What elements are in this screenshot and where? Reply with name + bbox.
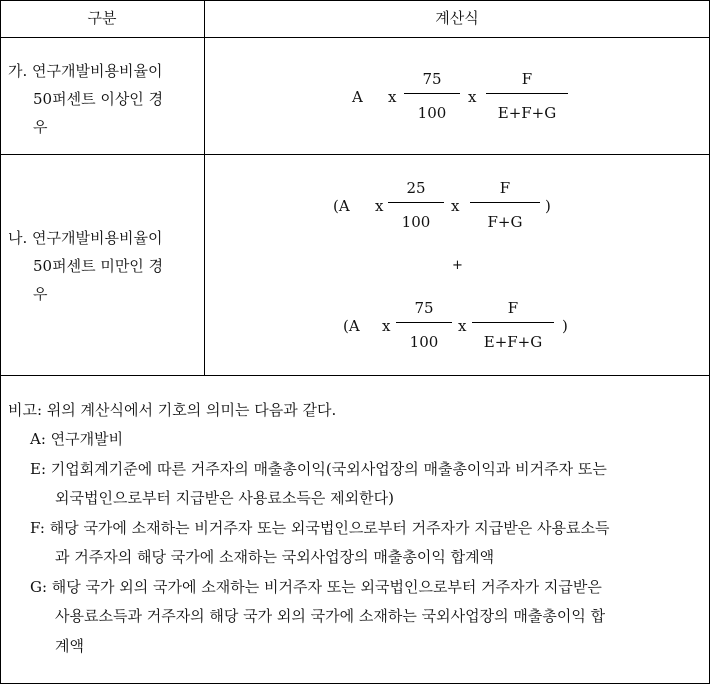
notes-f-line1: F: 해당 국가에 소재하는 비거주자 또는 외국법인으로부터 거주자가 지급받은 사용료소득: [30, 519, 610, 537]
row-b-top-fraction-bar-1: [388, 202, 444, 203]
row-b-bottom-open: (A: [343, 317, 360, 335]
row-b-top-den-1: 100: [401, 213, 431, 231]
row-b-top-den-2: F+G: [487, 213, 523, 231]
row-b-label-line2: 50퍼센트 미만인 경: [33, 257, 164, 275]
notes-e-line2: 외국법인으로부터 지급받은 사용료소득은 제외한다): [55, 489, 394, 507]
border-row-b-bottom: [0, 375, 710, 376]
border-col-divider: [204, 0, 205, 376]
row-b-bottom-close: ): [562, 317, 568, 335]
row-b-bottom-fraction-bar-2: [472, 322, 554, 323]
row-b-label-line1: 나. 연구개발비용비율이: [8, 229, 163, 247]
border-top: [0, 0, 710, 1]
notes-intro: 비고: 위의 계산식에서 기호의 의미는 다음과 같다.: [8, 401, 337, 419]
border-left: [0, 0, 1, 684]
row-b-bottom-num-2: F: [507, 299, 519, 317]
header-col1: 구분: [87, 9, 117, 27]
row-a-fraction-bar-2: [486, 93, 568, 94]
row-a-fraction-bar-1: [404, 93, 460, 94]
row-b-top-num-2: F: [499, 179, 511, 197]
row-a-label-line1: 가. 연구개발비용비율이: [8, 62, 163, 80]
row-b-bottom-fraction-bar-1: [396, 322, 452, 323]
row-b-bottom-times-1: x: [382, 317, 391, 335]
row-b-top-open: (A: [333, 197, 350, 215]
row-b-top-times-1: x: [375, 197, 384, 215]
row-b-top-fraction-bar-2: [470, 202, 540, 203]
notes-g-line2: 사용료소득과 거주자의 해당 국가 외의 국가에 소재하는 국외사업장의 매출총이익 합: [55, 607, 606, 625]
notes-a: A: 연구개발비: [30, 430, 124, 448]
header-col2: 계산식: [435, 9, 479, 27]
notes-e-line1: E: 기업회계기준에 따른 거주자의 매출총이익(국외사업장의 매출총이익과 비거주자 또는: [30, 460, 607, 478]
row-a-label-line2: 50퍼센트 이상인 경: [33, 90, 164, 108]
border-row-a-bottom: [0, 154, 710, 155]
row-a-num-2: F: [521, 70, 533, 88]
row-a-times-2: x: [468, 88, 477, 106]
row-a-den-2: E+F+G: [497, 104, 557, 122]
notes-g-line1: G: 해당 국가 외의 국가에 소재하는 비거주자 또는 외국법인으로부터 거주자가 지급받은: [30, 578, 602, 596]
notes-g-line3: 계액: [55, 637, 84, 655]
row-b-top-close: ): [545, 197, 551, 215]
row-b-top-times-2: x: [451, 197, 460, 215]
row-a-var-a: A: [352, 88, 363, 106]
row-b-label-line3: 우: [33, 285, 48, 303]
row-a-label-line3: 우: [33, 118, 48, 136]
notes-f-line2: 과 거주자의 해당 국가에 소재하는 국외사업장의 매출총이익 합계액: [55, 548, 495, 566]
row-b-bottom-num-1: 75: [414, 299, 434, 317]
row-a-times-1: x: [388, 88, 397, 106]
row-b-bottom-times-2: x: [458, 317, 467, 335]
row-a-den-1: 100: [417, 104, 447, 122]
row-b-bottom-den-1: 100: [409, 333, 439, 351]
row-b-top-num-1: 25: [406, 179, 426, 197]
row-a-num-1: 75: [422, 70, 442, 88]
border-header-bottom: [0, 37, 710, 38]
row-b-plus-sign: +: [452, 258, 463, 273]
row-b-bottom-den-2: E+F+G: [483, 333, 543, 351]
